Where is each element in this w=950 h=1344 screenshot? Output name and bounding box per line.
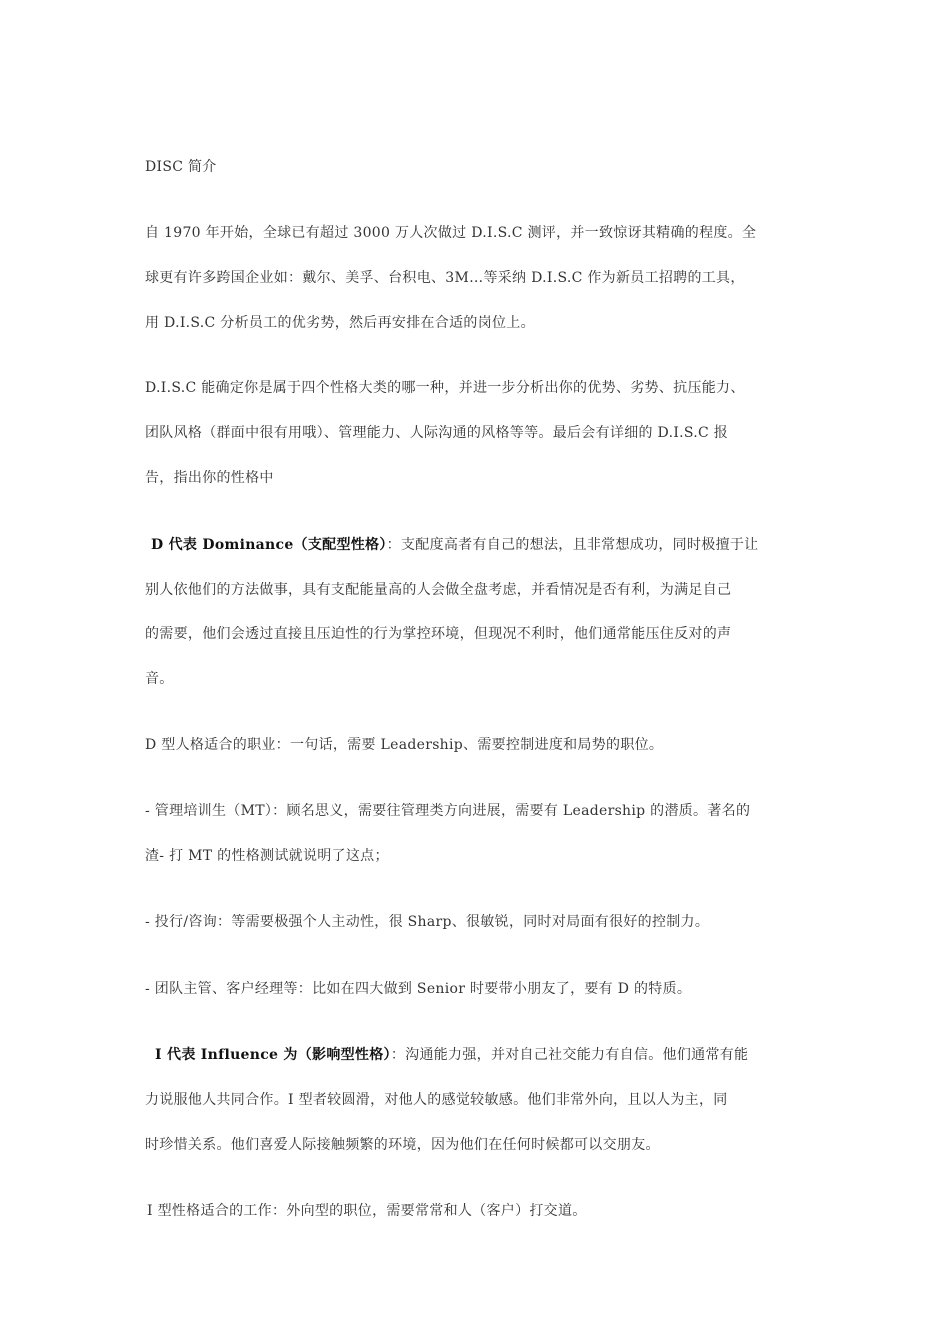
d-section-line-4: 音。 xyxy=(145,671,174,687)
d-career-manager: - 团队主管、客户经理等：比如在四大做到 Senior 时要带小朋友了，要有 D 的特质。 xyxy=(145,981,692,997)
d-section-line-2: 别人依他们的方法做事，具有支配能量高的人会做全盘考虑，并看情况是否有利，为满足自己 xyxy=(145,582,732,598)
d-section-line-1-text: ：支配度高者有自己的想法，且非常想成功，同时极擅于让 xyxy=(386,537,759,553)
i-section-line-1 xyxy=(155,1045,835,1065)
d-career-mt-line-2: 渣- 打 MT 的性格测试就说明了这点； xyxy=(145,848,389,864)
overview-line-3: 告，指出你的性格中 xyxy=(145,470,274,486)
intro-line-2: 球更有许多跨国企业如：戴尔、美孚、台积电、3M…等采纳 D.I.S.C 作为新员工招聘的工具， xyxy=(145,270,745,286)
d-career-ib: - 投行/咨询：等需要极强个人主动性，很 Sharp、很敏锐，同时对局面有很好的控制力。 xyxy=(145,914,710,930)
d-career-mt-line-1: - 管理培训生（MT）：顾名思义，需要往管理类方向进展，需要有 Leadership 的潜质。著名的 xyxy=(145,803,751,819)
i-section-line-3: 时珍惜关系。他们喜爱人际接触频繁的环境，因为他们在任何时候都可以交朋友。 xyxy=(145,1137,660,1153)
intro-line-3: 用 D.I.S.C 分析员工的优劣势，然后再安排在合适的岗位上。 xyxy=(145,315,535,331)
overview-line-2: 团队风格（群面中很有用哦）、管理能力、人际沟通的风格等等。最后会有详细的 D.I.S.C 报 xyxy=(145,425,729,441)
d-careers-intro: D 型人格适合的职业：一句话，需要 Leadership、需要控制进度和局势的职位。 xyxy=(145,737,664,753)
i-section-line-2: 力说服他人共同合作。I 型者较圆滑，对他人的感觉较敏感。他们非常外向，且以人为主，同 xyxy=(145,1092,728,1108)
d-section-line-1 xyxy=(151,535,831,555)
document-title: DISC 简介 xyxy=(145,159,217,175)
intro-line-1: 自 1970 年开始，全球已有超过 3000 万人次做过 D.I.S.C 测评，并一致惊讶其精确的程度。全 xyxy=(145,225,757,241)
overview-line-1: D.I.S.C 能确定你是属于四个性格大类的哪一种，并进一步分析出你的优势、劣势、抗压能力、 xyxy=(145,380,745,396)
i-careers-intro: I 型性格适合的工作：外向型的职位，需要常常和人（客户）打交道。 xyxy=(147,1203,587,1219)
d-section-line-3: 的需要，他们会透过直接且压迫性的行为掌控环境，但现况不利时，他们通常能压住反对的声 xyxy=(145,626,732,642)
d-section-heading: D 代表 Dominance（支配型性格） xyxy=(151,537,387,553)
i-section-heading: I 代表 Influence 为（影响型性格） xyxy=(155,1047,391,1063)
i-section-line-1-text: ：沟通能力强，并对自己社交能力有自信。他们通常有能 xyxy=(390,1047,749,1063)
